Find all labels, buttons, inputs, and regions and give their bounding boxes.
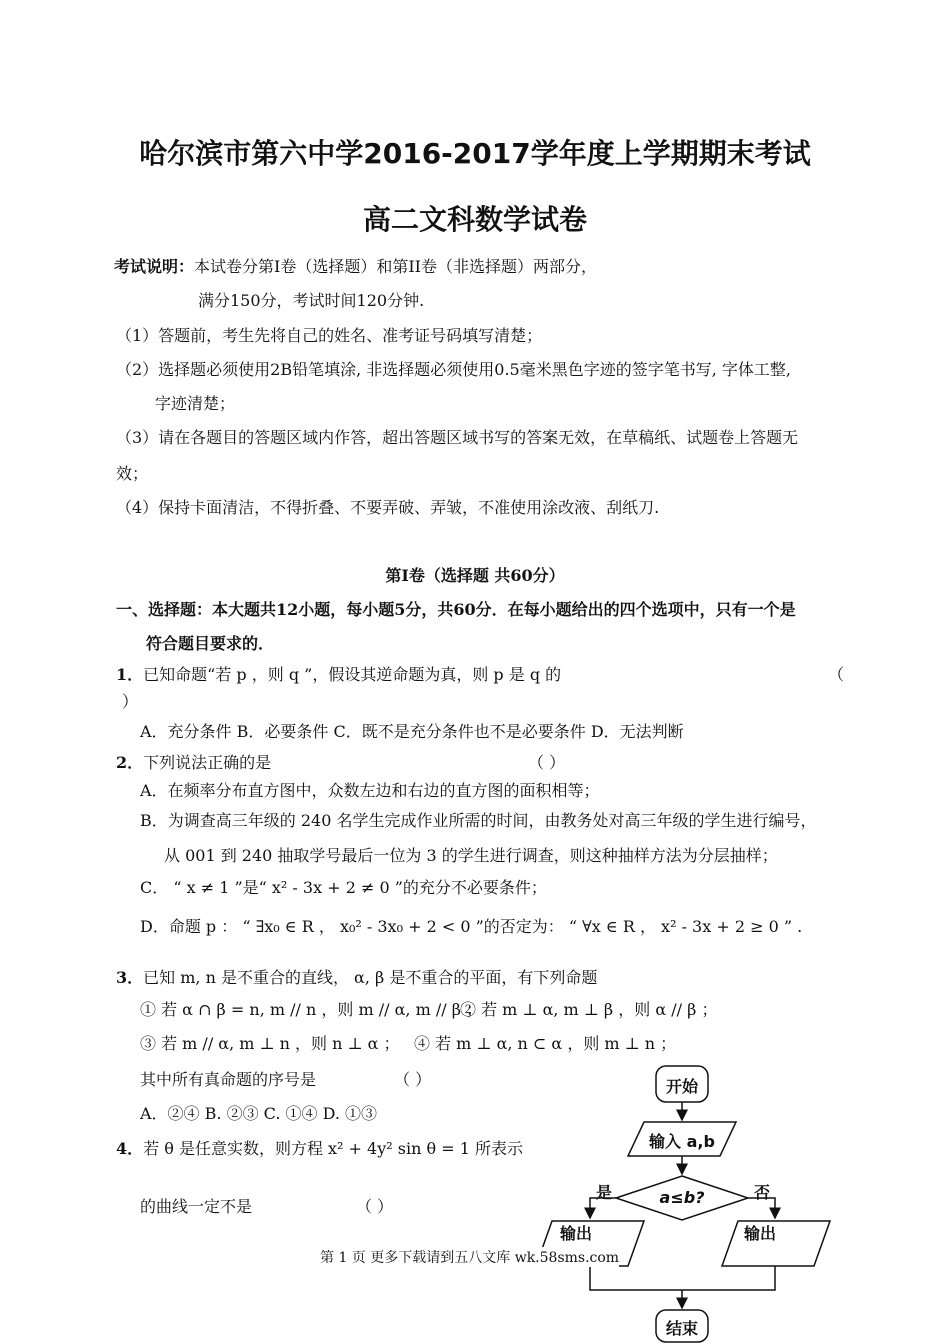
question-3-prop-3: ③ 若 m // α, m ⊥ n ，则 n ⊥ α ；: [140, 1034, 400, 1053]
flowchart-output-left: 输出: [559, 1224, 592, 1243]
instruction-item-2-cont: 字迹清楚；: [155, 394, 236, 413]
question-4-text-2: 的曲线一定不是: [140, 1197, 253, 1216]
question-3-prop-1: ① 若 α ∩ β = n, m // n ，则 m // α, m // β ；: [140, 1000, 483, 1019]
flowchart-start: 开始: [665, 1077, 698, 1096]
question-text: 若 θ 是任意实数，则方程 x² + 4y² sin θ = 1 所表示: [143, 1139, 523, 1158]
question-2-option-b-1: B．为调查高三年级的 240 名学生完成作业所需的时间，由教务处对高三年级的学生进行编号，: [140, 811, 817, 830]
question-3-ask: 其中所有真命题的序号是: [140, 1070, 317, 1089]
answer-paren: （ ）: [528, 753, 566, 772]
instruction-item-4: （4）保持卡面清洁，不得折叠、不要弄破、弄皱，不准使用涂改液、刮纸刀.: [116, 498, 660, 517]
question-text: 下列说法正确的是: [143, 753, 272, 772]
question-number: 2．: [116, 753, 144, 772]
section-heading: 第Ⅰ卷（选择题 共60分）: [385, 566, 565, 585]
question-3-options: A．②④ B. ②③ C. ①④ D. ①③: [140, 1104, 378, 1123]
question-2-option-c: C． “ x ≠ 1 ”是“ x² - 3x + 2 ≠ 0 ”的充分不必要条件；: [140, 878, 547, 897]
instructions-line-2: 满分150分，考试时间120分钟.: [198, 291, 425, 310]
question-1-options: A．充分条件 B．必要条件 C．既不是充分条件也不是必要条件 D．无法判断: [140, 722, 684, 741]
question-2-option-d: D．命题 p ： “ ∃x₀ ∈ R ， x₀² - 3x₀ + 2 < 0 ”的否定为： “ ∀x ∈ R ， x² - 3x + 2 ≥ 0 ” .: [140, 917, 803, 936]
flowchart-input: 输入 a,b: [649, 1132, 715, 1151]
question-number: 3．: [116, 968, 144, 987]
question-2-option-b-2: 从 001 到 240 抽取学号最后一位为 3 的学生进行调查，则这种抽样方法为分层抽样；: [164, 846, 778, 865]
flowchart-end: 结束: [665, 1319, 698, 1338]
answer-paren: （ ）: [356, 1197, 394, 1216]
title-line-2: 高二文科数学试卷: [362, 203, 587, 236]
question-number: 1．: [116, 665, 144, 684]
instruction-item-2: （2）选择题必须使用2B铅笔填涂, 非选择题必须使用0.5毫米黑色字迹的签字笔书写, 字体工整,: [116, 360, 791, 379]
instruction-item-1: （1）答题前，考生先将自己的姓名、准考证号码填写清楚；: [116, 326, 543, 345]
page-footer: 第 1 页 更多下载请到五八文库 wk.58sms.com: [320, 1247, 619, 1267]
answer-paren-open: （: [828, 665, 845, 684]
question-number: 4．: [116, 1139, 144, 1158]
question-3-prop-4: ④ 若 m ⊥ α, n ⊂ α ，则 m ⊥ n ；: [414, 1034, 677, 1053]
instruction-item-3-cont: 效；: [116, 464, 149, 483]
question-2-option-a: A．在频率分布直方图中，众数左边和右边的直方图的面积相等；: [140, 781, 600, 800]
section-intro-2: 符合题目要求的．: [146, 634, 275, 653]
title-line-1: 哈尔滨市第六中学2016-2017学年度上学期期末考试: [139, 137, 811, 170]
flowchart-output-right: 输出: [743, 1224, 776, 1243]
question-3-prop-2: ② 若 m ⊥ α, m ⊥ β ，则 α // β ；: [460, 1000, 718, 1019]
question-text: 已知 m, n 是不重合的直线， α, β 是不重合的平面，有下列命题: [143, 968, 598, 987]
instructions-label: 考试说明：: [114, 257, 195, 276]
section-intro-1: 一、选择题：本大题共12小题，每小题5分，共60分．在每小题给出的四个选项中，只有一个是: [116, 600, 796, 619]
answer-paren: （ ）: [394, 1070, 432, 1089]
flowchart-no: 否: [753, 1183, 770, 1202]
flowchart-yes: 是: [595, 1183, 612, 1202]
question-text: 已知命题“若 p ，则 q ”，假设其逆命题为真，则 p 是 q 的: [143, 665, 562, 684]
flowchart-condition: a≤b?: [659, 1188, 705, 1207]
instructions-text-1: 本试卷分第I卷（选择题）和第II卷（非选择题）两部分，: [194, 257, 597, 276]
instruction-item-3: （3）请在各题目的答题区域内作答，超出答题区域书写的答案无效，在草稿纸、试题卷上答题无: [116, 428, 799, 447]
answer-paren-close: ）: [122, 692, 139, 711]
